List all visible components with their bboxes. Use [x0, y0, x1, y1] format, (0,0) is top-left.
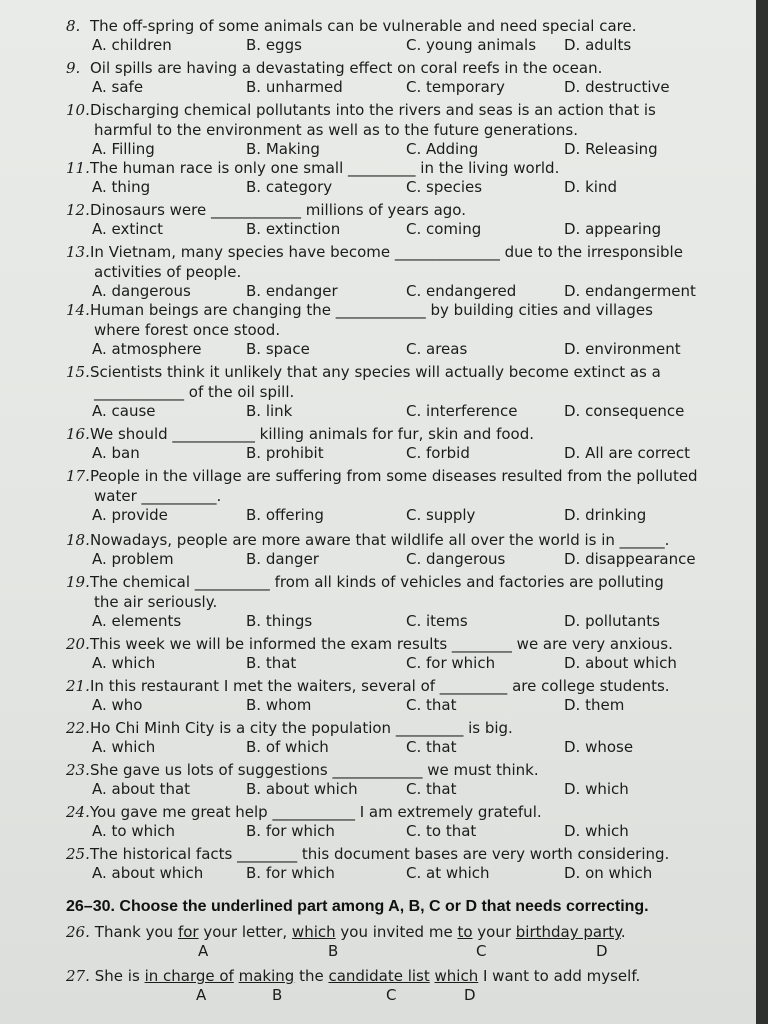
question-number: 16. — [66, 425, 90, 443]
option-a: A. safe — [92, 78, 144, 96]
answer-letters — [66, 942, 716, 962]
option-b: B. extinction — [246, 220, 341, 238]
answer-options — [66, 36, 716, 56]
question-number: 11. — [66, 159, 90, 177]
question-number: 9. — [66, 59, 81, 77]
question-stem-continued: harmful to the environment as well as to the future generations. — [94, 121, 578, 139]
option-b: B. that — [246, 654, 297, 672]
option-d: D. which — [564, 780, 629, 798]
question-18 — [66, 530, 716, 570]
option-c: C. that — [406, 696, 457, 714]
option-d: D. consequence — [564, 402, 685, 420]
option-a: A. thing — [92, 178, 151, 196]
option-d: D. disappearance — [564, 550, 696, 568]
question-21 — [66, 676, 716, 716]
option-c: C. Adding — [406, 140, 479, 158]
option-a: A. provide — [92, 506, 168, 524]
question-9 — [66, 58, 716, 98]
option-a: A. dangerous — [92, 282, 191, 300]
answer-options — [66, 178, 716, 198]
answer-options — [66, 696, 716, 716]
letter-c: C — [386, 986, 397, 1004]
question-stem: In Vietnam, many species have become ______________ due to the irresponsible — [90, 243, 683, 261]
option-a: A. which — [92, 654, 156, 672]
underlined-part-b: which — [291, 923, 336, 941]
option-d: D. destructive — [564, 78, 670, 96]
answer-options — [66, 140, 716, 160]
question-stem: Discharging chemical pollutants into the rivers and seas is an action that is — [90, 101, 656, 119]
answer-options — [66, 612, 716, 632]
option-d: D. Releasing — [564, 140, 658, 158]
question-stem: You gave me great help ___________ I am extremely grateful. — [90, 803, 542, 821]
option-b: B. for which — [246, 822, 335, 840]
option-b: B. things — [246, 612, 313, 630]
answer-options — [66, 220, 716, 240]
letter-a: A — [196, 986, 207, 1004]
option-c: C. to that — [406, 822, 477, 840]
answer-options — [66, 506, 716, 526]
question-13 — [66, 242, 716, 302]
option-c: C. supply — [406, 506, 476, 524]
option-a: A. to which — [92, 822, 176, 840]
option-a: A. about which — [92, 864, 204, 882]
option-b: B. category — [246, 178, 333, 196]
question-stem: She gave us lots of suggestions ____________ we must think. — [90, 761, 539, 779]
option-b: B. unharmed — [246, 78, 343, 96]
answer-options — [66, 444, 716, 464]
option-a: A. Filling — [92, 140, 155, 158]
answer-letters — [66, 986, 716, 1006]
option-a: A. cause — [92, 402, 156, 420]
question-11 — [66, 158, 716, 198]
question-number: 20. — [66, 635, 90, 653]
question-27: 27. She is in charge of making the candidate list which I want to add myself. A B C D — [66, 966, 716, 1006]
question-stem: This week we will be informed the exam results ________ we are very anxious. — [90, 635, 673, 653]
question-number: 26. — [66, 923, 90, 941]
question-20 — [66, 634, 716, 674]
question-stem: The off-spring of some animals can be vulnerable and need special care. — [90, 17, 637, 35]
question-number: 22. — [66, 719, 90, 737]
question-number: 18. — [66, 531, 90, 549]
option-b: B. Making — [246, 140, 320, 158]
question-stem: Ho Chi Minh City is a city the population _________ is big. — [90, 719, 513, 737]
option-d: D. All are correct — [564, 444, 690, 462]
question-22 — [66, 718, 716, 758]
answer-options — [66, 78, 716, 98]
question-19 — [66, 572, 716, 632]
question-stem-continued: where forest once stood. — [94, 321, 281, 339]
question-number: 23. — [66, 761, 90, 779]
answer-options — [66, 738, 716, 758]
option-b: B. eggs — [246, 36, 302, 54]
question-stem-continued: ____________ of the oil spill. — [94, 383, 295, 401]
underlined-part-c: to — [457, 923, 473, 941]
underlined-part-b: making — [238, 967, 295, 985]
option-c: C. at which — [406, 864, 490, 882]
question-number: 24. — [66, 803, 90, 821]
question-stem: Oil spills are having a devastating effect on coral reefs in the ocean. — [90, 59, 603, 77]
question-14 — [66, 300, 716, 360]
option-c: C. that — [406, 780, 457, 798]
underlined-part-c: candidate list — [328, 967, 430, 985]
letter-d: D — [464, 986, 476, 1004]
question-stem: Human beings are changing the ____________ by building cities and villages — [90, 301, 653, 319]
option-d: D. kind — [564, 178, 617, 196]
option-a: A. atmosphere — [92, 340, 202, 358]
answer-options — [66, 282, 716, 302]
option-c: C. dangerous — [406, 550, 506, 568]
option-a: A. problem — [92, 550, 174, 568]
option-d: D. drinking — [564, 506, 647, 524]
letter-c: C — [476, 942, 487, 960]
question-number: 19. — [66, 573, 90, 591]
option-b: B. offering — [246, 506, 324, 524]
question-stem: The chemical __________ from all kinds of vehicles and factories are polluting — [90, 573, 664, 591]
option-d: D. pollutants — [564, 612, 660, 630]
question-stem: In this restaurant I met the waiters, several of _________ are college students. — [90, 677, 670, 695]
letter-a: A — [198, 942, 209, 960]
question-stem: The historical facts ________ this document bases are very worth considering. — [90, 845, 670, 863]
question-number: 17. — [66, 467, 90, 485]
option-a: A. which — [92, 738, 156, 756]
question-number: 15. — [66, 363, 90, 381]
option-a: A. elements — [92, 612, 182, 630]
question-number: 12. — [66, 201, 90, 219]
option-c: C. species — [406, 178, 483, 196]
question-10 — [66, 100, 716, 160]
option-a: A. children — [92, 36, 172, 54]
option-c: C. endangered — [406, 282, 517, 300]
section-title: 26–30. Choose the underlined part among A, B, C or D that needs correcting. — [66, 898, 649, 915]
question-stem: We should ___________ killing animals for fur, skin and food. — [90, 425, 534, 443]
answer-options — [66, 780, 716, 800]
option-c: C. temporary — [406, 78, 505, 96]
option-c: C. that — [406, 738, 457, 756]
question-12 — [66, 200, 716, 240]
question-stem-continued: activities of people. — [94, 263, 242, 281]
answer-options — [66, 822, 716, 842]
option-d: D. whose — [564, 738, 634, 756]
option-c: C. items — [406, 612, 468, 630]
option-a: A. extinct — [92, 220, 164, 238]
question-stem: Scientists think it unlikely that any species will actually become extinct as a — [90, 363, 661, 381]
question-number: 25. — [66, 845, 90, 863]
question-number: 27. — [66, 967, 90, 985]
option-d: D. which — [564, 822, 629, 840]
question-number: 14. — [66, 301, 90, 319]
underlined-part-a: for — [177, 923, 199, 941]
underlined-part-d: which — [434, 967, 479, 985]
option-b: B. endanger — [246, 282, 338, 300]
option-c: C. forbid — [406, 444, 470, 462]
question-stem: Dinosaurs were ____________ millions of years ago. — [90, 201, 466, 219]
option-c: C. young animals — [406, 36, 537, 54]
letter-d: D — [596, 942, 608, 960]
answer-options — [66, 402, 716, 422]
option-d: D. about which — [564, 654, 677, 672]
option-b: B. whom — [246, 696, 312, 714]
question-23 — [66, 760, 716, 800]
option-c: C. for which — [406, 654, 496, 672]
question-17 — [66, 466, 716, 526]
question-number: 13. — [66, 243, 90, 261]
option-d: D. on which — [564, 864, 653, 882]
option-b: B. about which — [246, 780, 358, 798]
question-number: 21. — [66, 677, 90, 695]
option-d: D. them — [564, 696, 625, 714]
option-b: B. prohibit — [246, 444, 324, 462]
question-25 — [66, 844, 716, 884]
answer-options — [66, 864, 716, 884]
underlined-part-a: in charge of — [144, 967, 234, 985]
option-a: A. ban — [92, 444, 140, 462]
option-d: D. environment — [564, 340, 681, 358]
question-26: 26. Thank you for your letter, which you invited me to your birthday party. A B C D — [66, 922, 716, 962]
background-edge — [756, 0, 768, 1024]
letter-b: B — [328, 942, 339, 960]
option-d: D. adults — [564, 36, 632, 54]
answer-options — [66, 340, 716, 360]
option-b: B. link — [246, 402, 293, 420]
question-stem: Nowadays, people are more aware that wildlife all over the world is in ______. — [90, 531, 670, 549]
question-24 — [66, 802, 716, 842]
option-c: C. interference — [406, 402, 518, 420]
question-stem-continued: the air seriously. — [94, 593, 218, 611]
question-16 — [66, 424, 716, 464]
question-8 — [66, 16, 716, 56]
option-b: B. for which — [246, 864, 335, 882]
option-a: A. who — [92, 696, 143, 714]
option-d: D. endangerment — [564, 282, 696, 300]
question-stem: People in the village are suffering from some diseases resulted from the polluted — [90, 467, 698, 485]
answer-options — [66, 550, 716, 570]
option-c: C. areas — [406, 340, 468, 358]
question-stem: The human race is only one small _________ in the living world. — [90, 159, 560, 177]
question-number: 10. — [66, 101, 90, 119]
option-d: D. appearing — [564, 220, 662, 238]
option-b: B. danger — [246, 550, 319, 568]
question-stem-continued: water __________. — [94, 487, 222, 505]
question-15 — [66, 362, 716, 422]
option-b: B. of which — [246, 738, 329, 756]
answer-options — [66, 654, 716, 674]
option-b: B. space — [246, 340, 310, 358]
letter-b: B — [272, 986, 283, 1004]
underlined-part-d: birthday party — [515, 923, 621, 941]
option-c: C. coming — [406, 220, 482, 238]
question-number: 8. — [66, 17, 81, 35]
option-a: A. about that — [92, 780, 191, 798]
